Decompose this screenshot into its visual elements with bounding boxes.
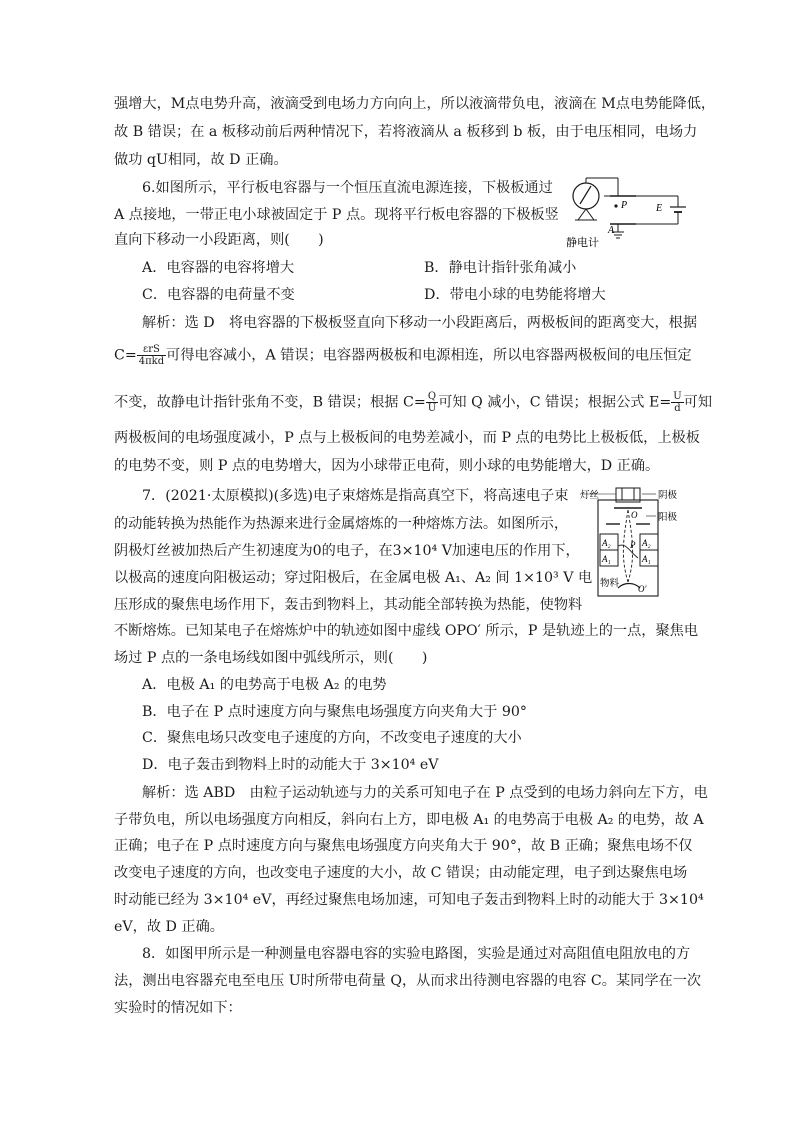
answer-7: 子带负电，所以电场强度方向相反，斜向右上方，即电极 A₁ 的电势高于电极 A₂ 的电势，故 A bbox=[114, 812, 704, 828]
label-a1-left: A₁ bbox=[602, 554, 611, 564]
capacitor-circuit-figure bbox=[566, 176, 686, 248]
answer-6: 两极板间的电场强度减小，P 点与上极板间的电势差减小，而 P 点的电势比上极板低，上极板 bbox=[114, 430, 700, 446]
formula-text: C= bbox=[114, 347, 137, 364]
fraction bbox=[137, 344, 166, 367]
question-7-stem: 以极高的速度向阳极运动；穿过阳极后，在金属电极 A₁、A₂ 间 1×10³ V 电 bbox=[114, 570, 593, 586]
label-o-prime: O′ bbox=[638, 584, 647, 594]
label-a: A bbox=[608, 225, 615, 236]
fraction bbox=[426, 391, 438, 414]
label-a1-right: A₁ bbox=[642, 554, 651, 564]
formula-text: 可得电容减小，A 错误；电容器两极板和电源相连，所以电容器两极板间的电压恒定 bbox=[166, 347, 692, 364]
label-e: E bbox=[656, 203, 663, 214]
label-cathode: 阴极 bbox=[658, 490, 678, 501]
label-a2-right: A₂ bbox=[642, 538, 651, 548]
text-line: 做功 qU相同，故 D 正确。 bbox=[114, 152, 288, 168]
option-a: A．电容器的电容将增大 bbox=[142, 260, 295, 276]
question-8-stem: 8．如图甲所示是一种测量电容器电容的实验电路图，实验是通过对高阻值电阻放电的方 bbox=[142, 946, 691, 962]
label-p: P bbox=[621, 200, 628, 211]
option-d: D．电子轰击到物料上时的动能大于 3×10⁴ eV bbox=[142, 757, 439, 773]
label-anode: 阳极 bbox=[658, 512, 678, 523]
answer-6-formula-line bbox=[114, 344, 692, 367]
option-c: C．聚焦电场只改变电子速度的方向，不改变电子速度的大小 bbox=[142, 730, 522, 746]
answer-7: 改变电子速度的方向，也改变电子速度的大小，故 C 错误；由动能定理，电子到达聚焦电场 bbox=[114, 865, 688, 881]
answer-6: 解析：选 D 将电容器的下极板竖直向下移动一小段距离后，两极板间的距离变大，根据 bbox=[142, 315, 698, 331]
formula-text: 可知 bbox=[683, 394, 713, 411]
option-a: A．电极 A₁ 的电势高于电极 A₂ 的电势 bbox=[142, 677, 387, 693]
label-o: O bbox=[631, 510, 638, 520]
label-material: 物料 bbox=[600, 578, 620, 589]
fraction bbox=[671, 391, 683, 414]
option-b: B．静电计指针张角减小 bbox=[424, 260, 577, 276]
question-6-stem: A 点接地，一带正电小球被固定于 P 点。现将平行板电容器的下极板竖 bbox=[114, 207, 559, 223]
label-p: P bbox=[630, 540, 636, 550]
answer-6-formula-line bbox=[114, 391, 712, 414]
text-line: 强增大，M点电势升高，液滴受到电场力方向向上，所以液滴带负电，液滴在 M点电势能降低， bbox=[114, 96, 716, 112]
figure-caption: 静电计 bbox=[566, 236, 599, 248]
question-7-stem: 不断熔炼。已知某电子在熔炼炉中的轨迹如图中虚线 OPO′ 所示，P 是轨迹上的一点，聚焦电 bbox=[114, 623, 699, 639]
electron-beam-furnace-figure bbox=[580, 486, 682, 602]
text-line: 故 B 错误；在 a 板移动前后两种情况下，若将液滴从 a 板移到 b 板，由于电压相同，电场力 bbox=[114, 124, 698, 140]
question-7-stem: 的动能转换为热能作为热源来进行金属熔炼的一种熔炼方法。如图所示， bbox=[114, 516, 569, 532]
answer-7: eV，故 D 正确。 bbox=[114, 919, 224, 935]
option-c: C．电容器的电荷量不变 bbox=[142, 287, 295, 303]
question-7-stem: 7．(2021·太原模拟)(多选)电子束熔炼是指高真空下，将高速电子束 bbox=[142, 488, 569, 504]
answer-7: 解析：选 ABD 由粒子运动轨迹与力的关系可知电子在 P 点受到的电场力斜向左下方，电 bbox=[142, 785, 708, 801]
answer-6: 的电势不变，则 P 点的电势增大，因为小球带正电荷，则小球的电势能增大，D 正确。 bbox=[114, 458, 660, 474]
label-filament: 灯丝 bbox=[580, 490, 600, 501]
question-7-stem: 阴极灯丝被加热后产生初速度为0的电子，在3×10⁴ V加速电压的作用下， bbox=[114, 543, 580, 559]
answer-7: 正确；电子在 P 点时速度方向与聚焦电场强度方向夹角大于 90°，故 B 正确；聚焦电场不仅 bbox=[114, 838, 693, 854]
option-d: D．带电小球的电势能将增大 bbox=[424, 287, 606, 303]
question-8-stem: 实验时的情况如下： bbox=[114, 1000, 242, 1016]
question-7-stem: 压形成的聚焦电场作用下，轰击到物料上，其动能全部转换为热能，使物料 bbox=[114, 597, 583, 613]
numerator: U bbox=[673, 391, 682, 402]
denominator: d bbox=[674, 403, 681, 414]
question-7-stem: 场过 P 点的一条电场线如图中弧线所示，则( ) bbox=[114, 650, 428, 666]
formula-text: 不变，故静电计指针张角不变，B 错误；根据 C= bbox=[114, 394, 426, 411]
numerator: εrS bbox=[137, 344, 166, 356]
denominator: 4πkd bbox=[138, 356, 165, 367]
label-a2-left: A₂ bbox=[602, 538, 611, 548]
numerator: Q bbox=[426, 391, 438, 403]
denominator: U bbox=[427, 403, 437, 414]
formula-text: 可知 Q 减小，C 错误；根据公式 E= bbox=[438, 394, 672, 411]
answer-7: 时动能已经为 3×10⁴ eV，再经过聚焦电场加速，可知电子轰击到物料上时的动能大于 3×10⁴ bbox=[114, 892, 704, 908]
question-6-stem: 6.如图所示，平行板电容器与一个恒压直流电源连接，下极板通过 bbox=[142, 180, 553, 196]
question-8-stem: 法，测出电容器充电至电压 U时所带电荷量 Q，从而求出待测电容器的电容 C。某同学在一次 bbox=[114, 973, 702, 989]
option-b: B．电子在 P 点时速度方向与聚焦电场强度方向夹角大于 90° bbox=[142, 704, 527, 720]
question-6-stem: 直向下移动一小段距离，则( ) bbox=[114, 232, 324, 248]
